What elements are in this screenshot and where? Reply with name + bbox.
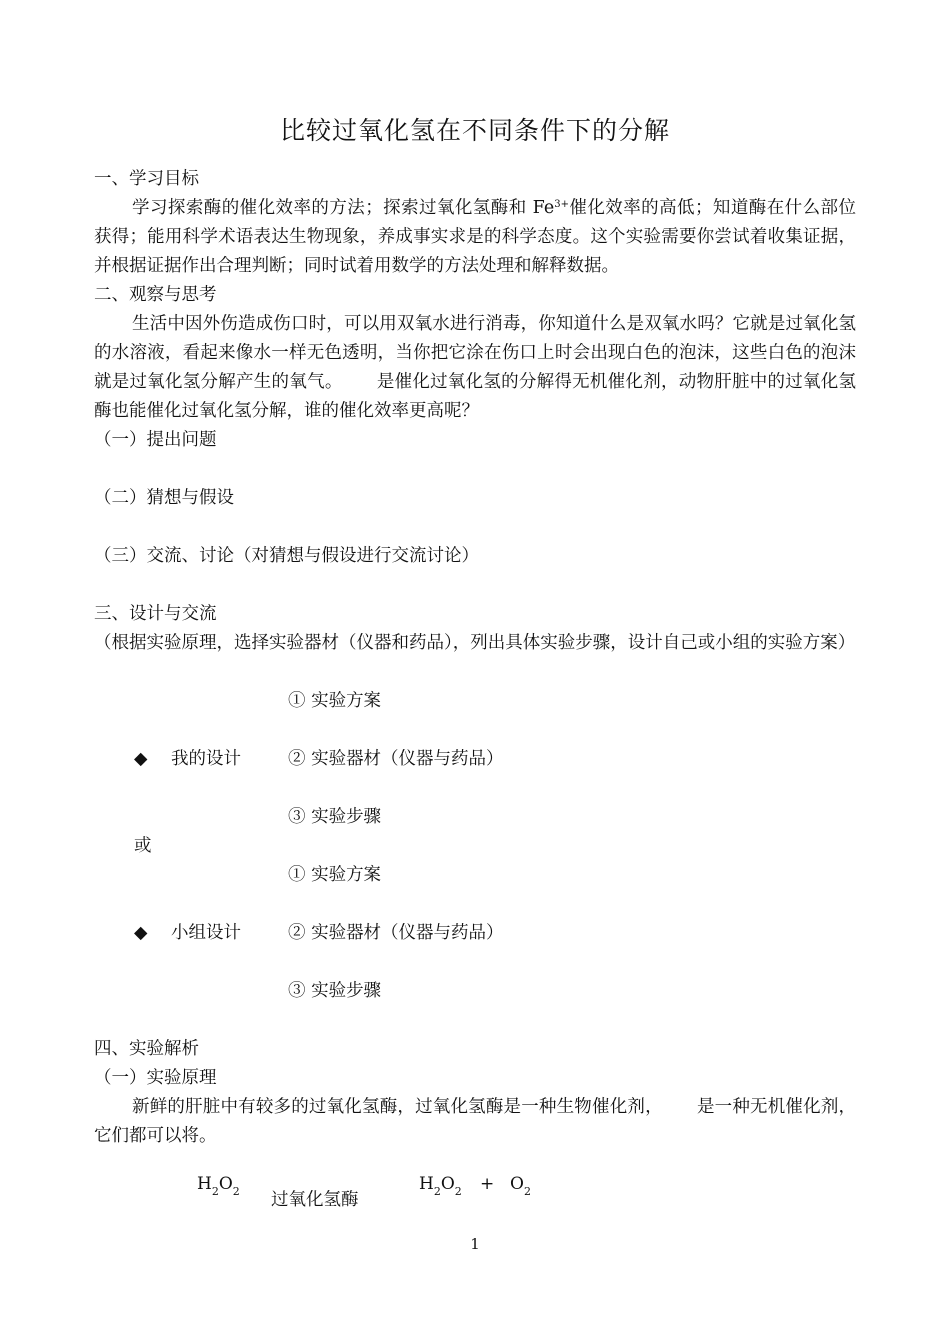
subheading-principle: （一）实验原理: [94, 1068, 217, 1088]
design-intro: （根据实验原理，选择实验器材（仪器和药品），列出具体实验步骤，设计自己或小组的实验方案）: [94, 633, 856, 653]
principle-text-part2: 是一种无机催化剂，它们都可以将。: [94, 1097, 857, 1146]
bullet-diamond-icon: ◆: [134, 923, 148, 943]
goals-paragraph: [94, 194, 856, 281]
subheading-question: （一）提出问题: [94, 430, 217, 450]
my-design-label: 我的设计: [171, 749, 241, 769]
observe-text-part2: 是催化过氧化氢的分解得无机催化剂，动物肝脏中的过氧化氢酶也能催化过氧化氢分解，谁的催化效率更高呢？: [94, 372, 857, 421]
group-design-label: 小组设计: [171, 923, 241, 943]
section-heading-design: 三、设计与交流: [94, 604, 217, 624]
my-design-item-plan: ① 实验方案: [288, 691, 382, 711]
principle-paragraph: [94, 1093, 856, 1151]
subheading-discussion: （三）交流、讨论（对猜想与假设进行交流讨论）: [94, 546, 479, 566]
principle-text-part1: 新鲜的肝脏中有较多的过氧化氢酶，过氧化氢酶是一种生物催化剂，: [132, 1097, 663, 1117]
subheading-hypothesis: （二）猜想与假设: [94, 488, 234, 508]
bullet-diamond-icon: ◆: [134, 749, 148, 769]
group-design-item-plan: ① 实验方案: [288, 865, 382, 885]
observe-text-part1: 生活中因外伤造成伤口时，可以用双氧水进行消毒，你知道什么是双氧水吗？它就是过氧化氢的水溶液，看起来像水一样无色透明，当你把它涂在伤口上时会出现白色的泡沫，这些白色的泡沫就是过氧化氢分解产生的氧气。: [94, 314, 856, 392]
group-design-item-steps: ③ 实验步骤: [288, 981, 382, 1001]
observe-paragraph: [94, 310, 856, 426]
formula-product-water: $H_2O_2$: [419, 1174, 462, 1198]
page-title: 比较过氧化氢在不同条件下的分解: [279, 116, 670, 145]
page-number: 1: [470, 1235, 480, 1253]
formula-reactant: $H_2O_2$: [197, 1174, 240, 1198]
section-heading-goals: 一、学习目标: [94, 169, 199, 189]
section-heading-observe: 二、观察与思考: [94, 285, 217, 305]
formula-plus-sign: +: [480, 1174, 495, 1194]
or-label: 或: [134, 836, 152, 856]
formula-product-oxygen: $O_2$: [510, 1174, 531, 1198]
my-design-item-steps: ③ 实验步骤: [288, 807, 382, 827]
group-design-item-materials: ② 实验器材（仪器与药品）: [288, 923, 504, 943]
fe-charge-superscript: 3+: [554, 199, 569, 210]
goals-text-part2: 催化效率的高低；知道酶在什么部位获得；能用科学术语表达生物现象，养成事实求是的科学态度。这个实验需要你尝试着收集证据，并根据证据作出合理判断；同时试着用数学的方法处理和解释数据。: [94, 198, 856, 276]
formula-enzyme-label: 过氧化氢酶: [271, 1190, 359, 1210]
goals-text-part1: 学习探索酶的催化效率的方法；探索过氧化氢酶和 Fe: [132, 198, 555, 218]
section-heading-analysis: 四、实验解析: [94, 1039, 199, 1059]
my-design-item-materials: ② 实验器材（仪器与药品）: [288, 749, 504, 769]
